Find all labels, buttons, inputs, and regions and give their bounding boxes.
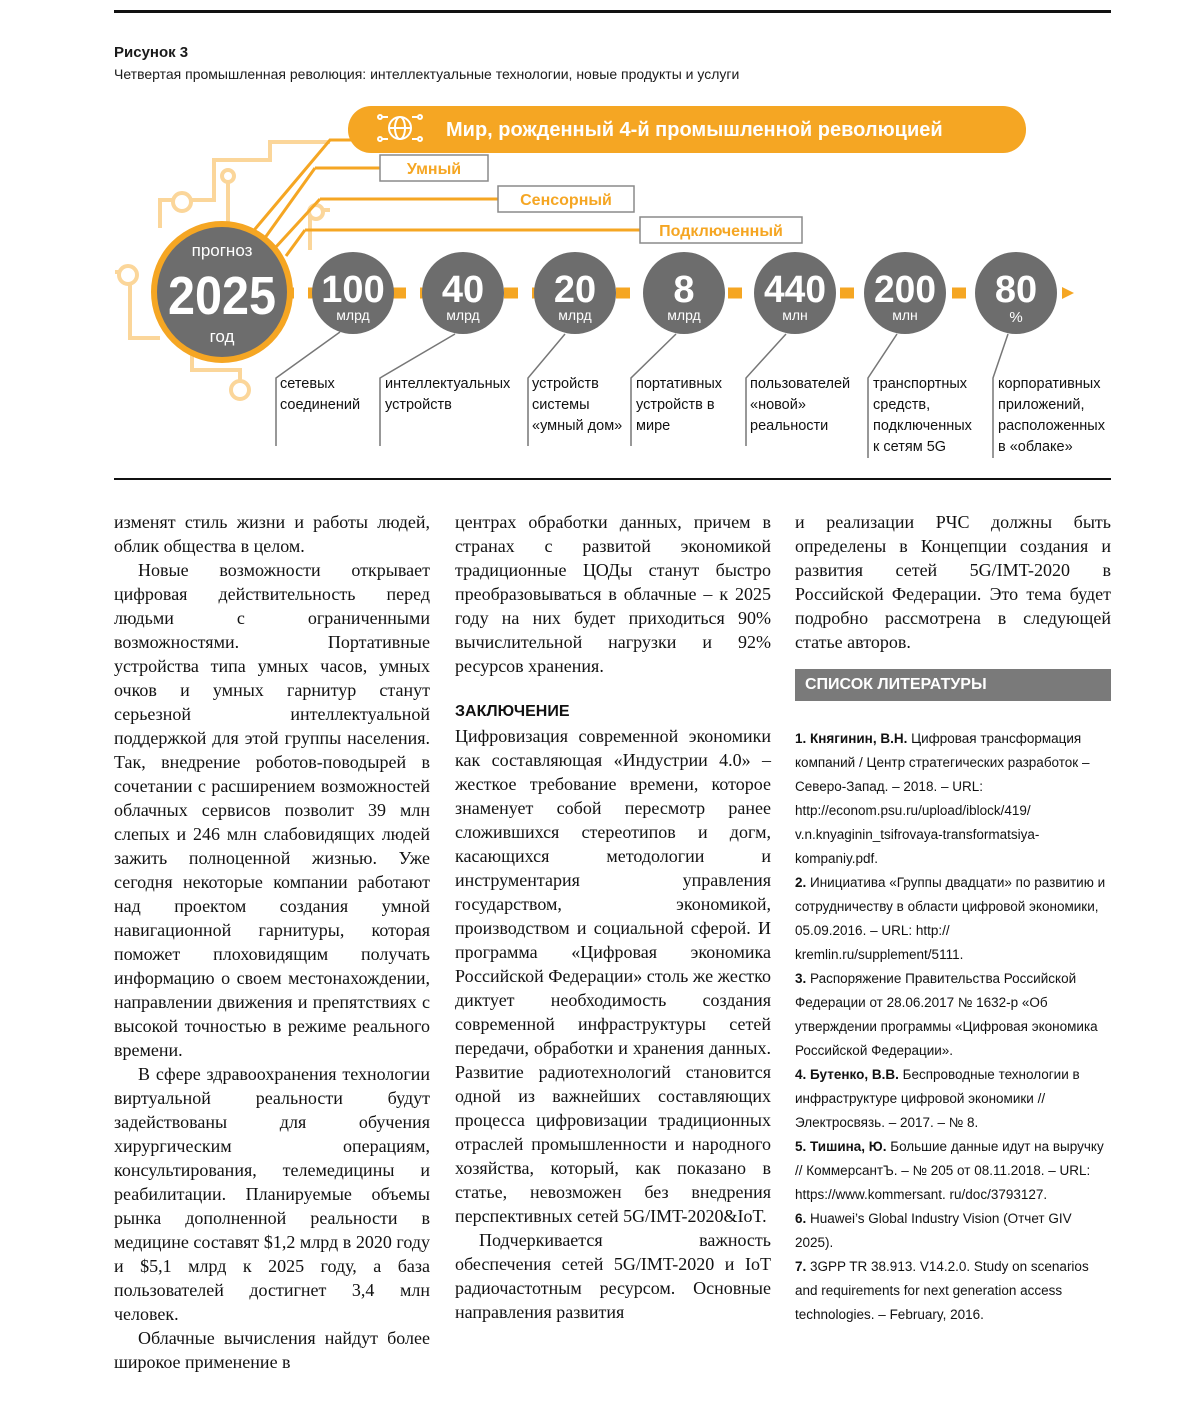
text-column-3	[795, 510, 1111, 654]
banner-title: Мир, рожденный 4-й промышленной революцией	[446, 119, 943, 141]
stat-desc-2: устройств системы «умный дом»	[532, 376, 623, 434]
stat-value: 100	[321, 269, 385, 311]
tag-sensor: Сенсорный	[520, 192, 612, 209]
stat-desc-6: корпоративных приложений, расположенных в «облаке»	[998, 376, 1105, 455]
text-column-2	[455, 510, 771, 1324]
center-year: 2025	[168, 266, 276, 326]
figure-caption: Четвертая промышленная революция: интеллектуальные технологии, новые продукты и услуги	[114, 66, 740, 82]
stat-unit: млрд	[667, 307, 701, 323]
stat-6	[975, 252, 1057, 334]
stat-desc-1: интеллектуальных устройств	[385, 376, 511, 413]
paragraph: и реализации РЧС должны быть определены в Концепции создания и развития сетей 5G/IMT-2020 в Российской Федерации. Это тема будет подробно рассмотрена в следующей статье авторов.	[795, 512, 1111, 652]
stat-2	[534, 252, 616, 334]
paragraph: Новые возможности открывает цифровая действительность перед людьми с ограниченными возможностями. Портативные устройства типа умных часов, умных очков и умных гарнитур станут серьезной интеллектуальной поддержкой для этой группы населения. Так, внедрение роботов-поводырей в сочетании с расширением возможностей облачных сервисов позволит 39 млн слепых и 246 млн слабовидящих людей зажить полноценной жизнью. Уже сегодня некоторые компании работают над проектом создания умной навигационной гарнитуры, которая поможет плоховидящим получать информацию о своем местонахождении, направлении движения и препятствиях с высокой точностью в режиме реального времени.	[114, 560, 430, 1060]
paragraph: Облачные вычисления найдут более широкое применение в	[114, 1328, 430, 1372]
center-bottom: год	[209, 327, 235, 346]
stat-value: 440	[764, 269, 826, 311]
stat-desc-3: портативных устройств в мире	[636, 376, 723, 434]
stat-3	[643, 252, 725, 334]
reference-item: 4. Бутенко, В.В. Беспроводные технологии в инфраструктуре цифровой экономики // Электросвязь. – 2017. – № 8.	[795, 1067, 1080, 1130]
paragraph: Цифровизация современной экономики как составляющая «Индустрии 4.0» – жесткое требование времени, которое знаменует собой пересмотр ранее сложившихся стереотипов и догм, касающихся методологии и инструментария управления государством, экономикой, производством и социальной сферой. И программа «Цифровая экономика Российской Федерации» столь же жестко диктует необходимость создания современной инфраструктуры сетей передачи, обработки и хранения данных. Развитие радиотехнологий становится одной из важнейших составляющих процесса цифровизации традиционных отраслей промышленности и народного хозяйства, который, как показано в статье, невозможен без внедрения перспективных сетей 5G/IMT-2020&IoT.	[455, 726, 771, 1226]
figure-label: Рисунок 3	[114, 44, 189, 61]
paragraph: изменят стиль жизни и работы людей, облик общества в целом.	[114, 512, 430, 556]
references-list	[795, 727, 1111, 1327]
stat-4	[754, 252, 836, 334]
stat-unit: млрд	[558, 307, 592, 323]
stat-value: 80	[994, 269, 1038, 311]
stat-unit: млн	[892, 307, 918, 323]
stat-value: 20	[553, 269, 597, 311]
tag-smart: Умный	[406, 161, 462, 178]
text-column-1	[114, 510, 430, 1374]
stat-5	[864, 252, 946, 334]
reference-item: 6. Huawei’s Global Industry Vision (Отчет GIV 2025).	[795, 1211, 1072, 1250]
center-top: прогноз	[191, 241, 253, 260]
paragraph: центрах обработки данных, причем в странах с развитой экономикой традиционные ЦОДы станут быстро преобразовываться в облачные – к 2025 году на них будет приходиться 90% вычислительной нагрузки и 92% ресурсов хранения.	[455, 512, 771, 676]
stat-0	[312, 252, 394, 334]
stat-desc-0: сетевых соединений	[280, 376, 361, 413]
stat-unit: млн	[782, 307, 808, 323]
stat-value: 200	[874, 269, 936, 311]
references-heading: СПИСОК ЛИТЕРАТУРЫ	[795, 669, 1111, 701]
stat-unit: %	[1009, 309, 1023, 326]
reference-item: 1. Княгинин, В.Н. Цифровая трансформация компаний / Центр стратегических разработок – Северо-Запад. – 2018. – URL: http://econom.psu.ru/upload/iblock/419/ v.n.knyaginin_tsifrovaya-transformatsiya-kompaniy.pdf.	[795, 731, 1090, 866]
timeline-arrow	[1062, 287, 1074, 299]
section-heading: ЗАКЛЮЧЕНИЕ	[455, 703, 570, 720]
stat-value: 8	[673, 269, 695, 311]
stat-desc-4: пользователей «новой» реальности	[750, 376, 851, 434]
reference-item: 5. Тишина, Ю. Большие данные идут на выручку // КоммерсантЪ. – № 205 от 08.11.2018. – URL: https://www.kommersant. ru/doc/3793127.	[795, 1139, 1104, 1202]
tag-connected: Подключенный	[659, 223, 783, 240]
paragraph: В сфере здравоохранения технологии виртуальной реальности будут задействованы для обучения хирургическим операциям, консультирования, телемедицины и реабилитации. Планируемые объемы рынка дополненной реальности в медицине составят $1,2 млрд в 2020 году и $5,1 млрд к 2025 году, а база пользователей достигнет 3,4 млн человек.	[114, 1064, 430, 1324]
reference-item: 7. 3GPP TR 38.913. V14.2.0. Study on scenarios and requirements for next generation access technologies. – February, 2016.	[795, 1259, 1089, 1322]
figure-bottom-rule	[114, 478, 1111, 480]
stat-value: 40	[441, 269, 485, 311]
stat-unit: млрд	[336, 307, 370, 323]
reference-item: 3. Распоряжение Правительства Российской Федерации от 28.06.2017 № 1632-р «Об утверждении программы «Цифровая экономика Российской Федерации».	[795, 971, 1098, 1058]
reference-item: 2. Инициатива «Группы двадцати» по развитию и сотрудничеству в области цифровой экономики, 05.09.2016. – URL: http:// kremlin.ru/supplement/5111.	[795, 875, 1106, 962]
paragraph: Подчеркивается важность обеспечения сетей 5G/IMT-2020 и IoT радиочастотным ресурсом. Основные направления развития	[455, 1230, 771, 1322]
stat-1	[422, 252, 504, 334]
stat-unit: млрд	[446, 307, 480, 323]
stat-desc-5: транспортных средств, подключенных к сетям 5G	[873, 376, 972, 455]
